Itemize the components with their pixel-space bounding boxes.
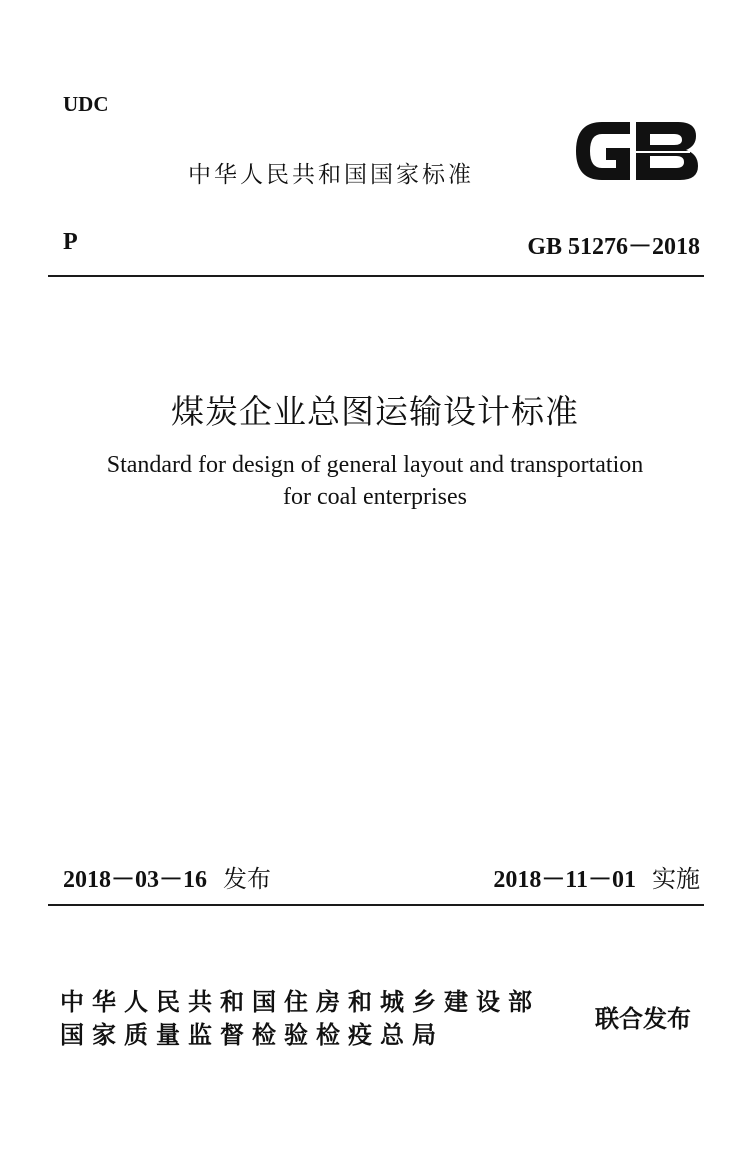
implement-date: 2018－11－01	[493, 867, 636, 893]
title-chinese: 煤炭企业总图运输设计标准	[171, 395, 579, 431]
standard-code: GB 51276－2018	[527, 234, 700, 260]
issue-label: 发布	[223, 865, 271, 893]
issuer-line-1: 中华人民共和国住房和城乡建设部	[60, 988, 540, 1016]
implement-date-block	[493, 859, 700, 894]
issuer-line-2: 国家质量监督检验检疫总局	[60, 1021, 444, 1049]
implement-label: 实施	[652, 865, 700, 893]
header-divider	[48, 275, 704, 277]
issue-date-block	[63, 859, 271, 894]
gb-logo-icon	[572, 116, 702, 186]
category-label: P	[63, 229, 78, 255]
issue-date: 2018－03－16	[63, 867, 207, 893]
udc-label: UDC	[63, 92, 109, 116]
joint-release-label: 联合发布	[595, 1005, 691, 1033]
title-english-line-2: for coal enterprises	[283, 484, 467, 510]
title-english-line-1: Standard for design of general layout and transportation	[106, 452, 644, 478]
national-standard-heading: 中华人民共和国国家标准	[188, 162, 474, 188]
footer-divider	[48, 904, 704, 906]
